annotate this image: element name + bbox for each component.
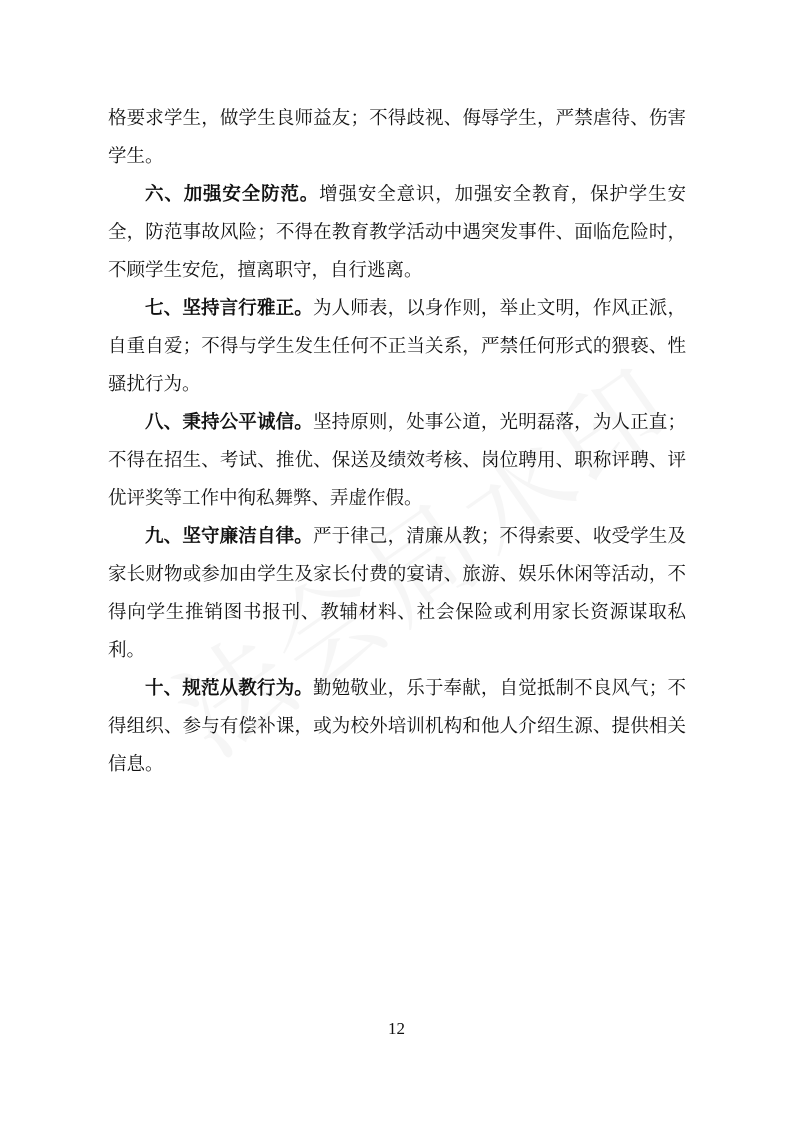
paragraph-heading: 七、坚持言行雅正。 bbox=[145, 298, 313, 319]
paragraph-heading: 八、秉持公平诚信。 bbox=[145, 412, 313, 433]
paragraph-heading: 六、加强安全防范。 bbox=[145, 184, 320, 205]
paragraph-text: 坚持原则，处事公道，光明磊落，为人正直；不得在招生、考试、推优、保送及绩效考核、岗位聘用、职称评聘、评优评奖等工作中徇私舞弊、弄虚作假。 bbox=[108, 412, 686, 509]
paragraph-heading: 九、坚守廉洁自律。 bbox=[145, 526, 313, 547]
paragraph-text: 为人师表，以身作则，举止文明，作风正派，自重自爱；不得与学生发生任何不正当关系，严禁任何形式的猥亵、性骚扰行为。 bbox=[108, 298, 686, 395]
paragraph-continuation bbox=[108, 100, 686, 176]
paragraph-heading: 十、规范从教行为。 bbox=[145, 678, 313, 699]
paragraph-text: 格要求学生，做学生良师益友；不得歧视、侮辱学生，严禁虐待、伤害学生。 bbox=[108, 108, 686, 167]
paragraph-text: 增强安全意识，加强安全教育，保护学生安全，防范事故风险；不得在教育教学活动中遇突发事件、面临危险时，不顾学生安危，擅离职守，自行逃离。 bbox=[108, 184, 686, 281]
document-body bbox=[108, 100, 686, 784]
paragraph-conduct bbox=[108, 290, 686, 404]
paragraph-text: 勤勉敬业，乐于奉献，自觉抵制不良风气；不得组织、参与有偿补课，或为校外培训机构和他人介绍生源、提供相关信息。 bbox=[108, 678, 686, 775]
paragraph-fairness bbox=[108, 404, 686, 518]
paragraph-safety bbox=[108, 176, 686, 290]
paragraph-integrity bbox=[108, 518, 686, 670]
page-number: 12 bbox=[388, 1019, 405, 1038]
paragraph-teaching-standards bbox=[108, 670, 686, 784]
paragraph-text: 严于律己，清廉从教；不得索要、收受学生及家长财物或参加由学生及家长付费的宴请、旅游、娱乐休闲等活动，不得向学生推销图书报刊、教辅材料、社会保险或利用家长资源谋取私利。 bbox=[108, 526, 686, 661]
